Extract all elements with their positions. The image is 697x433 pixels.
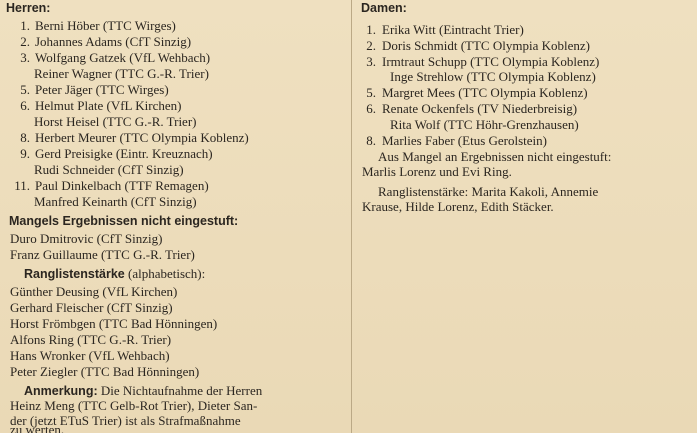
herren-heading: Herren: [6, 1, 51, 15]
ranking-entry: 6. Helmut Plate (VfL Kirchen) [20, 98, 182, 113]
ranking-entry: 6. Renate Ockenfels (TV Niederbreisig) [366, 101, 578, 116]
ranking-entry-tied: Inge Strehlow (TTC Olympia Koblenz) [390, 69, 596, 84]
ranking-entry: 1. Berni Höber (TTC Wirges) [20, 18, 176, 33]
rangliste-damen-text: Krause, Hilde Lorenz, Edith Stäcker. [362, 199, 554, 214]
anmerkung-text: der (jetzt ETuS Trier) ist als Strafmaßnahme [10, 413, 241, 428]
anmerkung-text [10, 427, 64, 433]
mangels-heading: Mangels Ergebnissen nicht eingestuft: [9, 214, 239, 228]
anmerkung-text: Die Nichtaufnahme der Herren [100, 383, 263, 398]
ranking-entry: 5. Margret Mees (TTC Olympia Koblenz) [366, 85, 588, 100]
strength-entry: Gerhard Fleischer (CfT Sinzig) [10, 300, 173, 315]
aus-mangel-text: Marlis Lorenz und Evi Ring. [362, 164, 512, 179]
ranking-entry-tied: Horst Heisel (TTC G.-R. Trier) [34, 114, 197, 129]
ranking-entry: 8. Herbert Meurer (TTC Olympia Koblenz) [20, 130, 249, 145]
strength-entry: Horst Frömbgen (TTC Bad Hönningen) [10, 316, 218, 331]
ranking-entry-tied: Reiner Wagner (TTC G.-R. Trier) [34, 66, 209, 81]
strength-entry: Hans Wronker (VfL Wehbach) [10, 348, 170, 363]
unranked-entry: Duro Dmitrovic (CfT Sinzig) [10, 231, 163, 246]
ranking-entry: 3. Irmtraut Schupp (TTC Olympia Koblenz) [366, 54, 600, 69]
anmerkung-line [24, 383, 262, 399]
rangliste-heading-line [24, 266, 205, 282]
ranking-entry: 1. Erika Witt (Eintracht Trier) [366, 22, 524, 37]
strength-entry: Alfons Ring (TTC G.-R. Trier) [10, 332, 172, 347]
rangliste-note: (alphabetisch): [127, 266, 206, 281]
rangliste-heading: Ranglistenstärke [24, 267, 125, 281]
ranking-entry-tied: Rudi Schneider (CfT Sinzig) [34, 162, 184, 177]
ranking-entry: 2. Doris Schmidt (TTC Olympia Koblenz) [366, 38, 590, 53]
damen-heading: Damen: [361, 1, 407, 15]
column-divider [351, 0, 352, 433]
ranking-entry: 5. Peter Jäger (TTC Wirges) [20, 82, 169, 97]
ranking-entry: 9. Gerd Preisigke (Eintr. Kreuznach) [20, 146, 213, 161]
ranking-entry-tied: Manfred Keinarth (CfT Sinzig) [34, 194, 197, 209]
ranking-entry: 2. Johannes Adams (CfT Sinzig) [20, 34, 192, 49]
ranking-entry-tied: Rita Wolf (TTC Höhr-Grenzhausen) [390, 117, 579, 132]
unranked-entry: Franz Guillaume (TTC G.-R. Trier) [10, 247, 195, 262]
strength-entry: Günther Deusing (VfL Kirchen) [10, 284, 178, 299]
ranking-entry: 3. Wolfgang Gatzek (VfL Wehbach) [20, 50, 211, 65]
aus-mangel-text: Aus Mangel an Ergebnissen nicht eingestuft: [378, 149, 612, 164]
anmerkung-label: Anmerkung: [24, 384, 98, 398]
ranking-entry: 11. Paul Dinkelbach (TTF Remagen) [14, 178, 209, 193]
rangliste-damen-text: Ranglistenstärke: Marita Kakoli, Annemie [378, 184, 599, 199]
anmerkung-text: Heinz Meng (TTC Gelb-Rot Trier), Dieter San- [10, 398, 258, 413]
ranking-entry: 8. Marlies Faber (Etus Gerolstein) [366, 133, 547, 148]
strength-entry: Peter Ziegler (TTC Bad Hönningen) [10, 364, 200, 379]
